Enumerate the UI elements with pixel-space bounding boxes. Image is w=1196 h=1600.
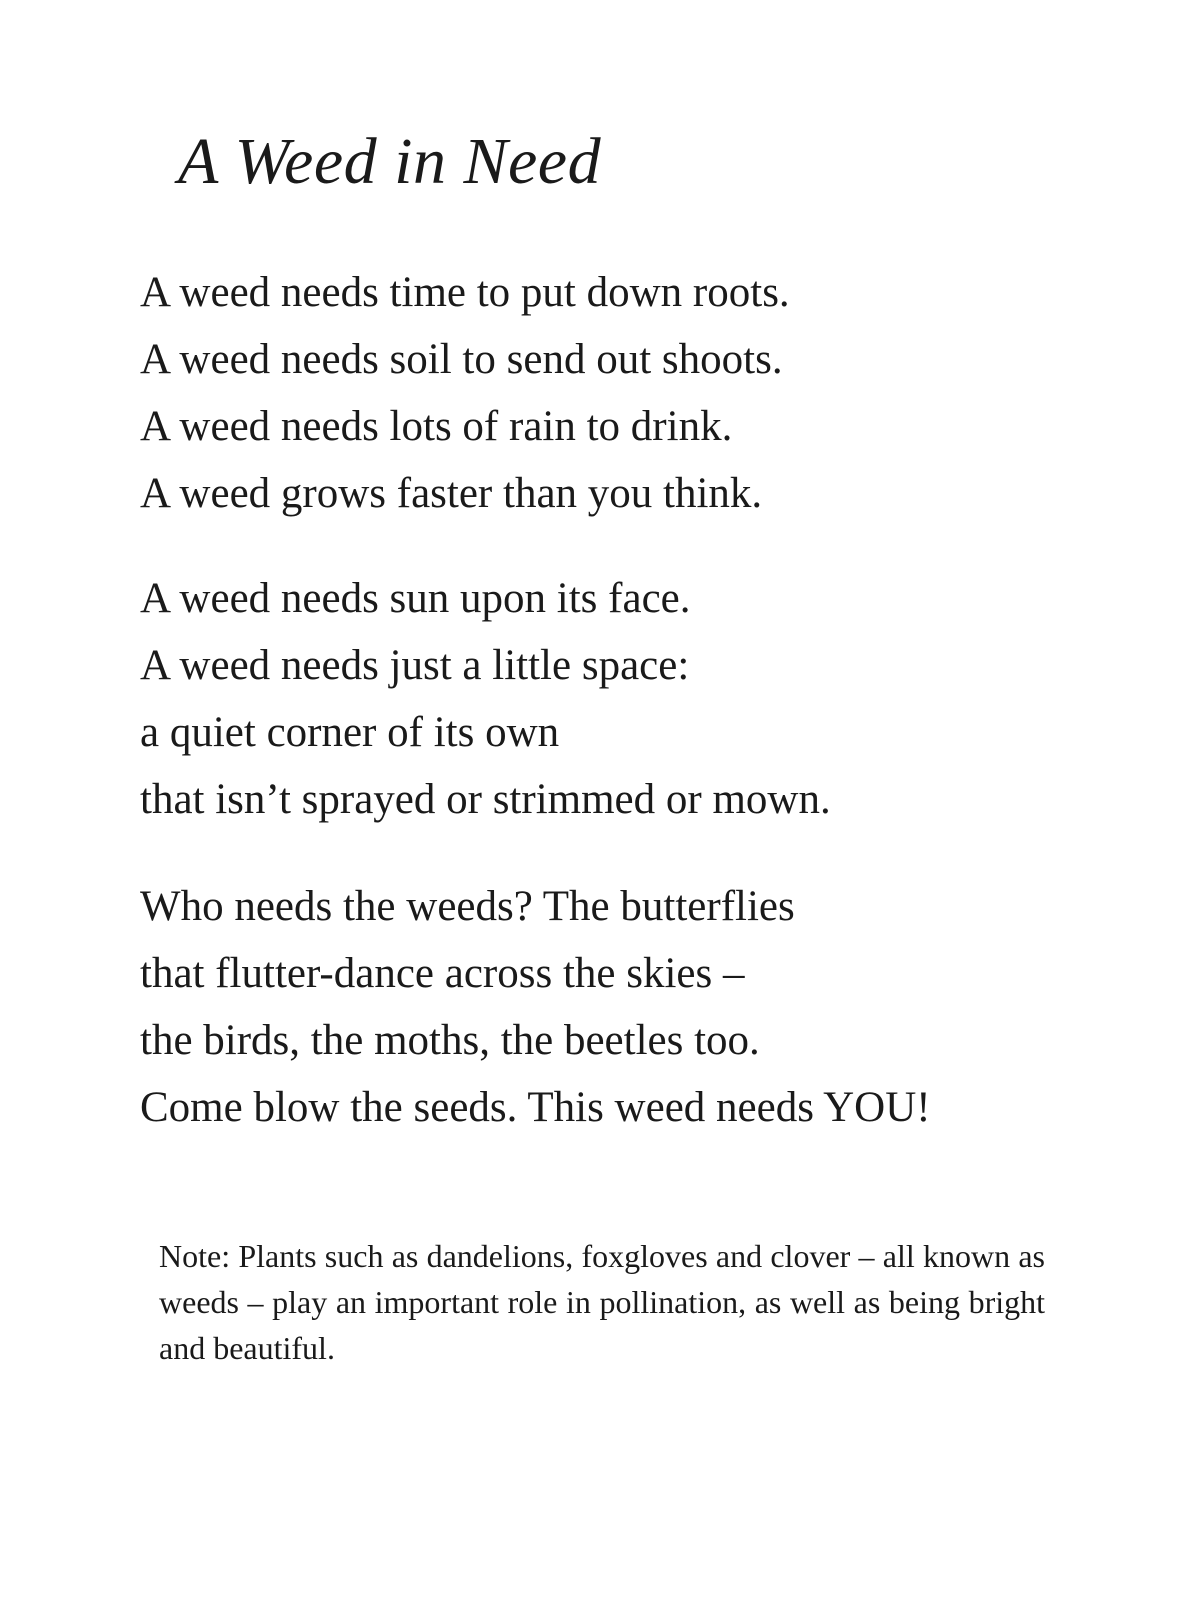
poem-line: that isn’t sprayed or strimmed or mown.: [140, 776, 831, 823]
poem-line: the birds, the moths, the beetles too.: [140, 1017, 760, 1064]
stanza-2: [140, 565, 831, 833]
poem-line: A weed needs lots of rain to drink.: [140, 403, 733, 450]
stanza-3: [140, 873, 931, 1141]
stanza-1: [140, 259, 790, 527]
poem-line: A weed grows faster than you think.: [140, 470, 763, 517]
poem-line: A weed needs just a little space:: [140, 642, 690, 689]
poem-line: Who needs the weeds? The butterflies: [140, 883, 795, 930]
poem-line: a quiet corner of its own: [140, 709, 560, 756]
poem-line: A weed needs time to put down roots.: [140, 269, 790, 316]
footnote: Note: Plants such as dandelions, foxgloves and clover – all known as weeds – play an important role in pollination, as well as being bright and beautiful.: [159, 1238, 1045, 1366]
poem-line: that flutter-dance across the skies –: [140, 950, 745, 997]
poem-title: A Weed in Need: [178, 125, 602, 198]
poem-line: A weed needs soil to send out shoots.: [140, 336, 783, 383]
poem-line: Come blow the seeds. This weed needs YOU!: [140, 1084, 931, 1131]
poem-line: A weed needs sun upon its face.: [140, 575, 691, 622]
